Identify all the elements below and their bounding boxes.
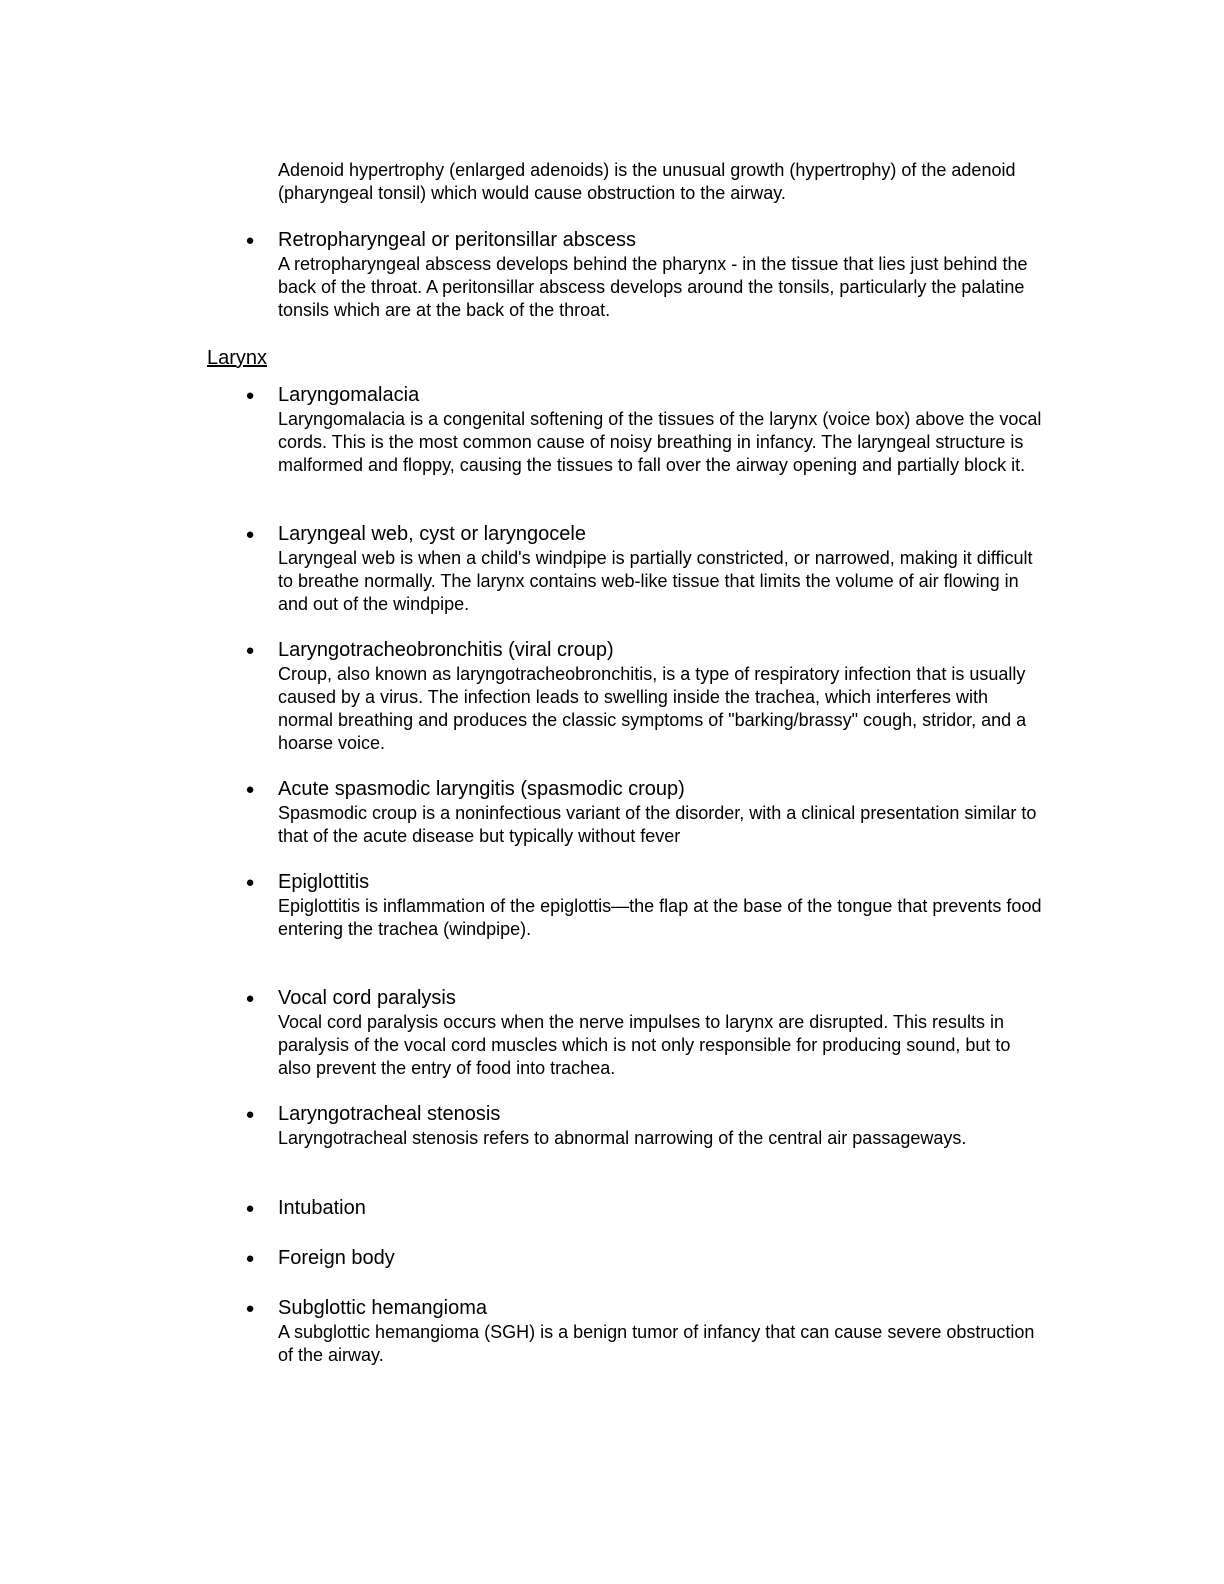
list-item-subglottic-hemangioma [240,1296,1050,1367]
list-item-description: Spasmodic croup is a noninfectious variant of the disorder, with a clinical presentation similar to that of the acute disease but typically without fever [278,803,1037,846]
list-item-title: Foreign body [278,1247,395,1269]
bullet-icon: ● [245,387,255,404]
list-item-retropharyngeal-abscess [240,228,1050,322]
list-item-laryngotracheal-stenosis [240,1102,1050,1150]
list-item-description: Epiglottitis is inflammation of the epiglottis—the flap at the base of the tongue that prevents food entering the trachea (windpipe). [278,896,1042,939]
list-item-description: A subglottic hemangioma (SGH) is a benign tumor of infancy that can cause severe obstruction of the airway. [278,1322,1035,1365]
list-item-description: A retropharyngeal abscess develops behind the pharynx - in the tissue that lies just behind the back of the throat. A peritonsillar abscess develops around the tonsils, particularly the palatine tonsils which are at the back of the throat. [278,254,1028,320]
bullet-icon: ● [245,1250,255,1267]
list-item-laryngotracheobronchitis [240,638,1050,755]
list-item-foreign-body [240,1246,1050,1271]
list-item-spasmodic-croup [240,777,1050,848]
bullet-icon: ● [245,781,255,798]
adenoid-hypertrophy-paragraph: Adenoid hypertrophy (enlarged adenoids) is the unusual growth (hypertrophy) of the adenoid (pharyngeal tonsil) which would cause obstruction to the airway. [278,160,1016,203]
bullet-icon: ● [245,232,255,249]
list-item-description: Vocal cord paralysis occurs when the nerve impulses to larynx are disrupted. This results in paralysis of the vocal cord muscles which is not only responsible for producing sound, but to also prevent the entry of food into trachea. [278,1012,1011,1078]
list-item-description: Croup, also known as laryngotracheobronchitis, is a type of respiratory infection that is usually caused by a virus. The infection leads to swelling inside the trachea, which interferes with normal breathing and produces the classic symptoms of "barking/brassy" cough, stridor, and a hoarse voice. [278,664,1027,753]
list-item-description: Laryngeal web is when a child's windpipe is partially constricted, or narrowed, making it difficult to breathe normally. The larynx contains web-like tissue that limits the volume of air flowing in and out of the windpipe. [278,548,1033,614]
list-item-title: Epiglottitis [278,871,370,893]
list-item-title: Vocal cord paralysis [278,987,456,1009]
list-item-title: Intubation [278,1197,366,1219]
section-heading-larynx: Larynx [207,347,268,369]
list-item-title: Subglottic hemangioma [278,1297,488,1319]
list-item-title: Laryngomalacia [278,384,420,406]
list-item-title: Laryngotracheal stenosis [278,1103,501,1125]
bullet-icon: ● [245,1200,255,1217]
list-item-title: Acute spasmodic laryngitis (spasmodic croup) [278,778,685,800]
list-item-description: Laryngotracheal stenosis refers to abnormal narrowing of the central air passageways. [278,1128,967,1148]
bullet-icon: ● [245,642,255,659]
bullet-icon: ● [245,1106,255,1123]
list-item-intubation [240,1196,1050,1221]
list-item-vocal-cord-paralysis [240,986,1050,1080]
list-item-epiglottitis [240,870,1050,941]
bullet-icon: ● [245,874,255,891]
bullet-icon: ● [245,526,255,543]
list-item-title: Retropharyngeal or peritonsillar abscess [278,229,636,251]
bullet-icon: ● [245,990,255,1007]
list-item-laryngeal-web [240,522,1050,616]
list-item-title: Laryngotracheobronchitis (viral croup) [278,639,614,661]
bullet-icon: ● [245,1300,255,1317]
list-item-title: Laryngeal web, cyst or laryngocele [278,523,586,545]
list-item-description: Laryngomalacia is a congenital softening of the tissues of the larynx (voice box) above the vocal cords. This is the most common cause of noisy breathing in infancy. The laryngeal structure is malformed and floppy, causing the tissues to fall over the airway opening and partially block it. [278,409,1042,475]
list-item-laryngomalacia [240,383,1050,477]
